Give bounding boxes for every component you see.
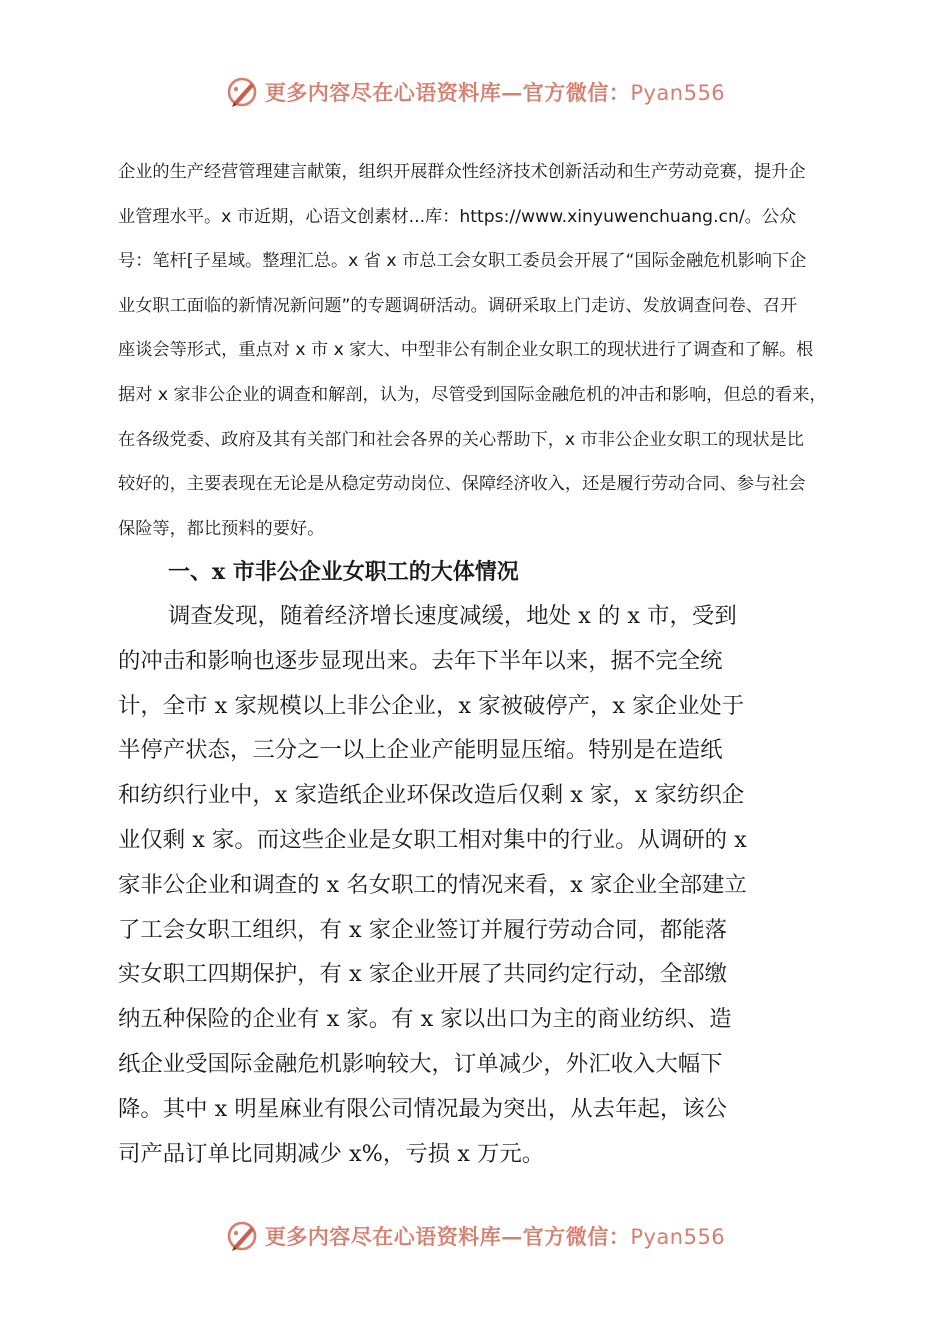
- header-watermark: [0, 72, 950, 112]
- body-line: 计，全市 x 家规模以上非公企业，x 家被破停产，x 家企业处于: [118, 692, 745, 719]
- body-line: 调查发现，随着经济增长速度减缓，地处 x 的 x 市，受到: [168, 603, 737, 629]
- body-line: 司产品订单比同期减少 x%，亏损 x 万元。: [118, 1140, 545, 1167]
- pen-logo-icon: [225, 74, 261, 110]
- wechat-id: Pyan556: [630, 1225, 726, 1249]
- body-line: 纳五种保险的企业有 x 家。有 x 家以出口为主的商业纺织、造: [118, 1006, 732, 1033]
- intro-line: 座谈会等形式，重点对 x 市 x 家大、中型非公有制企业女职工的现状进行了调查和了解。根: [118, 340, 814, 361]
- intro-paragraph: [118, 150, 830, 551]
- body-line: 纸企业受国际金融危机影响较大，订单减少，外汇收入大幅下: [118, 1050, 723, 1077]
- intro-line: 业管理水平。x 市近期，心语文创素材...库：https://www.xinyuwenchuang.cn/。公众: [118, 206, 797, 227]
- wechat-id: Pyan556: [630, 81, 726, 105]
- body-line: 半停产状态，三分之一以上企业产能明显压缩。特别是在造纸: [118, 737, 723, 764]
- intro-line: 较好的，主要表现在无论是从稳定劳动岗位、保障经济收入，还是履行劳动合同、参与社会: [118, 474, 806, 495]
- section-heading: 一、x 市非公企业女职工的大体情况: [168, 559, 519, 585]
- footer-watermark: [0, 1216, 950, 1256]
- intro-line: 据对 x 家非公企业的调查和解剖，认为，尽管受到国际金融危机的冲击和影响，但总的看来，: [118, 384, 827, 405]
- body-line: 了工会女职工组织，有 x 家企业签订并履行劳动合同，都能落: [118, 916, 728, 943]
- body-line: 业仅剩 x 家。而这些企业是女职工相对集中的行业。从调研的 x: [118, 826, 747, 853]
- intro-line: 在各级党委、政府及其有关部门和社会各界的关心帮助下，x 市非公企业女职工的现状是比: [118, 429, 804, 450]
- intro-line: 业女职工面临的新情况新问题”的专题调研活动。调研采取上门走访、发放调查问卷、召开: [118, 295, 798, 316]
- body-line: 和纺织行业中，x 家造纸企业环保改造后仅剩 x 家，x 家纺织企: [118, 782, 745, 809]
- body-line: 的冲击和影响也逐步显现出来。去年下半年以来，据不完全统: [118, 647, 723, 674]
- watermark-text: 更多内容尽在心语资料库—官方微信：Pyan556: [264, 80, 726, 105]
- body-line: 家非公企业和调查的 x 名女职工的情况来看，x 家企业全部建立: [118, 871, 747, 898]
- intro-line: 保险等，都比预料的要好。: [118, 518, 325, 539]
- intro-line: 企业的生产经营管理建言献策，组织开展群众性经济技术创新活动和生产劳动竞赛，提升企: [118, 162, 806, 182]
- body-line: 降。其中 x 明星麻业有限公司情况最为突出，从去年起，该公: [118, 1095, 728, 1122]
- body-line: 实女职工四期保护，有 x 家企业开展了共同约定行动，全部缴: [118, 961, 728, 988]
- intro-line: 号：笔杆[子星域。整理汇总。x 省 x 市总工会女职工委员会开展了“国际金融危机影响下企: [118, 251, 807, 272]
- pen-logo-icon: [225, 1218, 261, 1254]
- body-paragraph: [118, 594, 830, 1176]
- watermark-text: 更多内容尽在心语资料库—官方微信：Pyan556: [264, 1224, 726, 1249]
